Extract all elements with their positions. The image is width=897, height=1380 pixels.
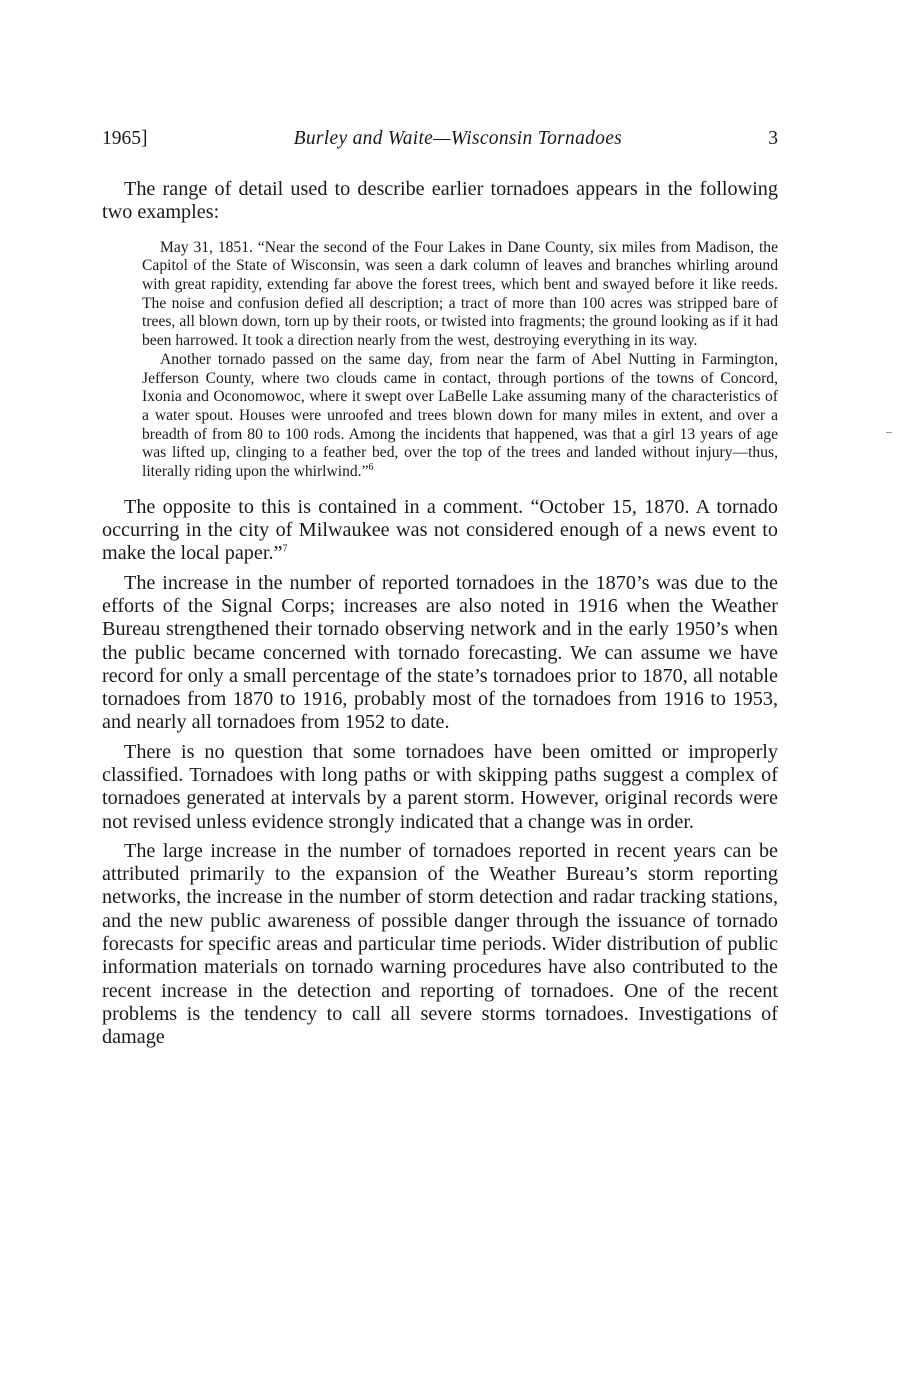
quote-paragraph-2-text: Another tornado passed on the same day, from near the farm of Abel Nutting in Farmington, Jefferson County, where two clouds came in contact, through portions of the towns of Concord, Ixonia and Oconomowoc, where it swept over LaBelle Lake assuming many of the characteristics of a water spout. Houses were unroofed and trees blown down for many miles in extent, and over a breadth of from 80 to 100 rods. Among the incidents that happened, was that a girl 13 years of age was lifted up, clinging to a feather bed, over the top of the trees and landed without injury—thus, literally riding upon the whirlwind.” (142, 350, 778, 481)
header-year: 1965] (102, 128, 148, 149)
footnote-ref-7: 7 (282, 543, 288, 555)
quote-paragraph-1: May 31, 1851. “Near the second of the Four Lakes in Dane County, six miles from Madison, the Capitol of the State of Wisconsin, was seen a dark column of leaves and branches whirling around with great rapidity, extending far above the forest trees, which bent and swayed before it like reeds. The noise and confusion defied all description; a tract of more than 100 acres was stripped bare of trees, all blown down, torn up by their roots, or twisted into fragments; the ground looking as if it had been harrowed. It took a direction nearly from the west, destroying everything in its way. (142, 238, 778, 350)
footnote-ref-6: 6 (368, 461, 374, 473)
block-quote (142, 239, 778, 482)
omitted-paragraph: There is no question that some tornadoes have been omitted or improperly classified. Tornadoes with long paths or with skipping paths suggest a complex of tornadoes generated at intervals by a parent storm. However, original records were not revised unless evidence strongly indicated that a change was in order. (102, 740, 778, 833)
quote-paragraph-2 (142, 351, 778, 482)
margin-mark (886, 432, 892, 433)
opposite-paragraph (102, 496, 778, 566)
page-number: 3 (768, 128, 778, 149)
running-head (102, 128, 778, 158)
journal-page (102, 128, 778, 1056)
opposite-paragraph-text: The opposite to this is contained in a comment. “October 15, 1870. A tornado occurring in the city of Milwaukee was not considered enough of a news event to make the local paper.” (102, 495, 778, 565)
header-title: Burley and Waite—Wisconsin Tornadoes (293, 128, 623, 149)
large-increase-paragraph: The large increase in the number of tornadoes reported in recent years can be attributed primarily to the expansion of the Weather Bureau’s storm reporting networks, the increase in the number of storm detection and radar tracking stations, and the new public awareness of possible danger through the issuance of tornado forecasts for specific areas and particular time periods. Wider distribution of public information materials on tornado warning procedures have also contributed to the recent increase in the detection and reporting of tornadoes. One of the recent problems is the tendency to call all severe storms tornadoes. Investigations of damage (102, 839, 778, 1049)
increase-paragraph: The increase in the number of reported tornadoes in the 1870’s was due to the efforts of the Signal Corps; increases are also noted in 1916 when the Weather Bureau strengthened their tornado observing network and in the early 1950’s when the public became concerned with tornado forecasting. We can assume we have record for only a small percentage of the state’s tornadoes prior to 1870, all notable tornadoes from 1870 to 1916, probably most of the tornadoes from 1916 to 1953, and nearly all tornadoes from 1952 to date. (102, 571, 778, 734)
intro-paragraph: The range of detail used to describe earlier tornadoes appears in the following two examples: (102, 178, 778, 224)
